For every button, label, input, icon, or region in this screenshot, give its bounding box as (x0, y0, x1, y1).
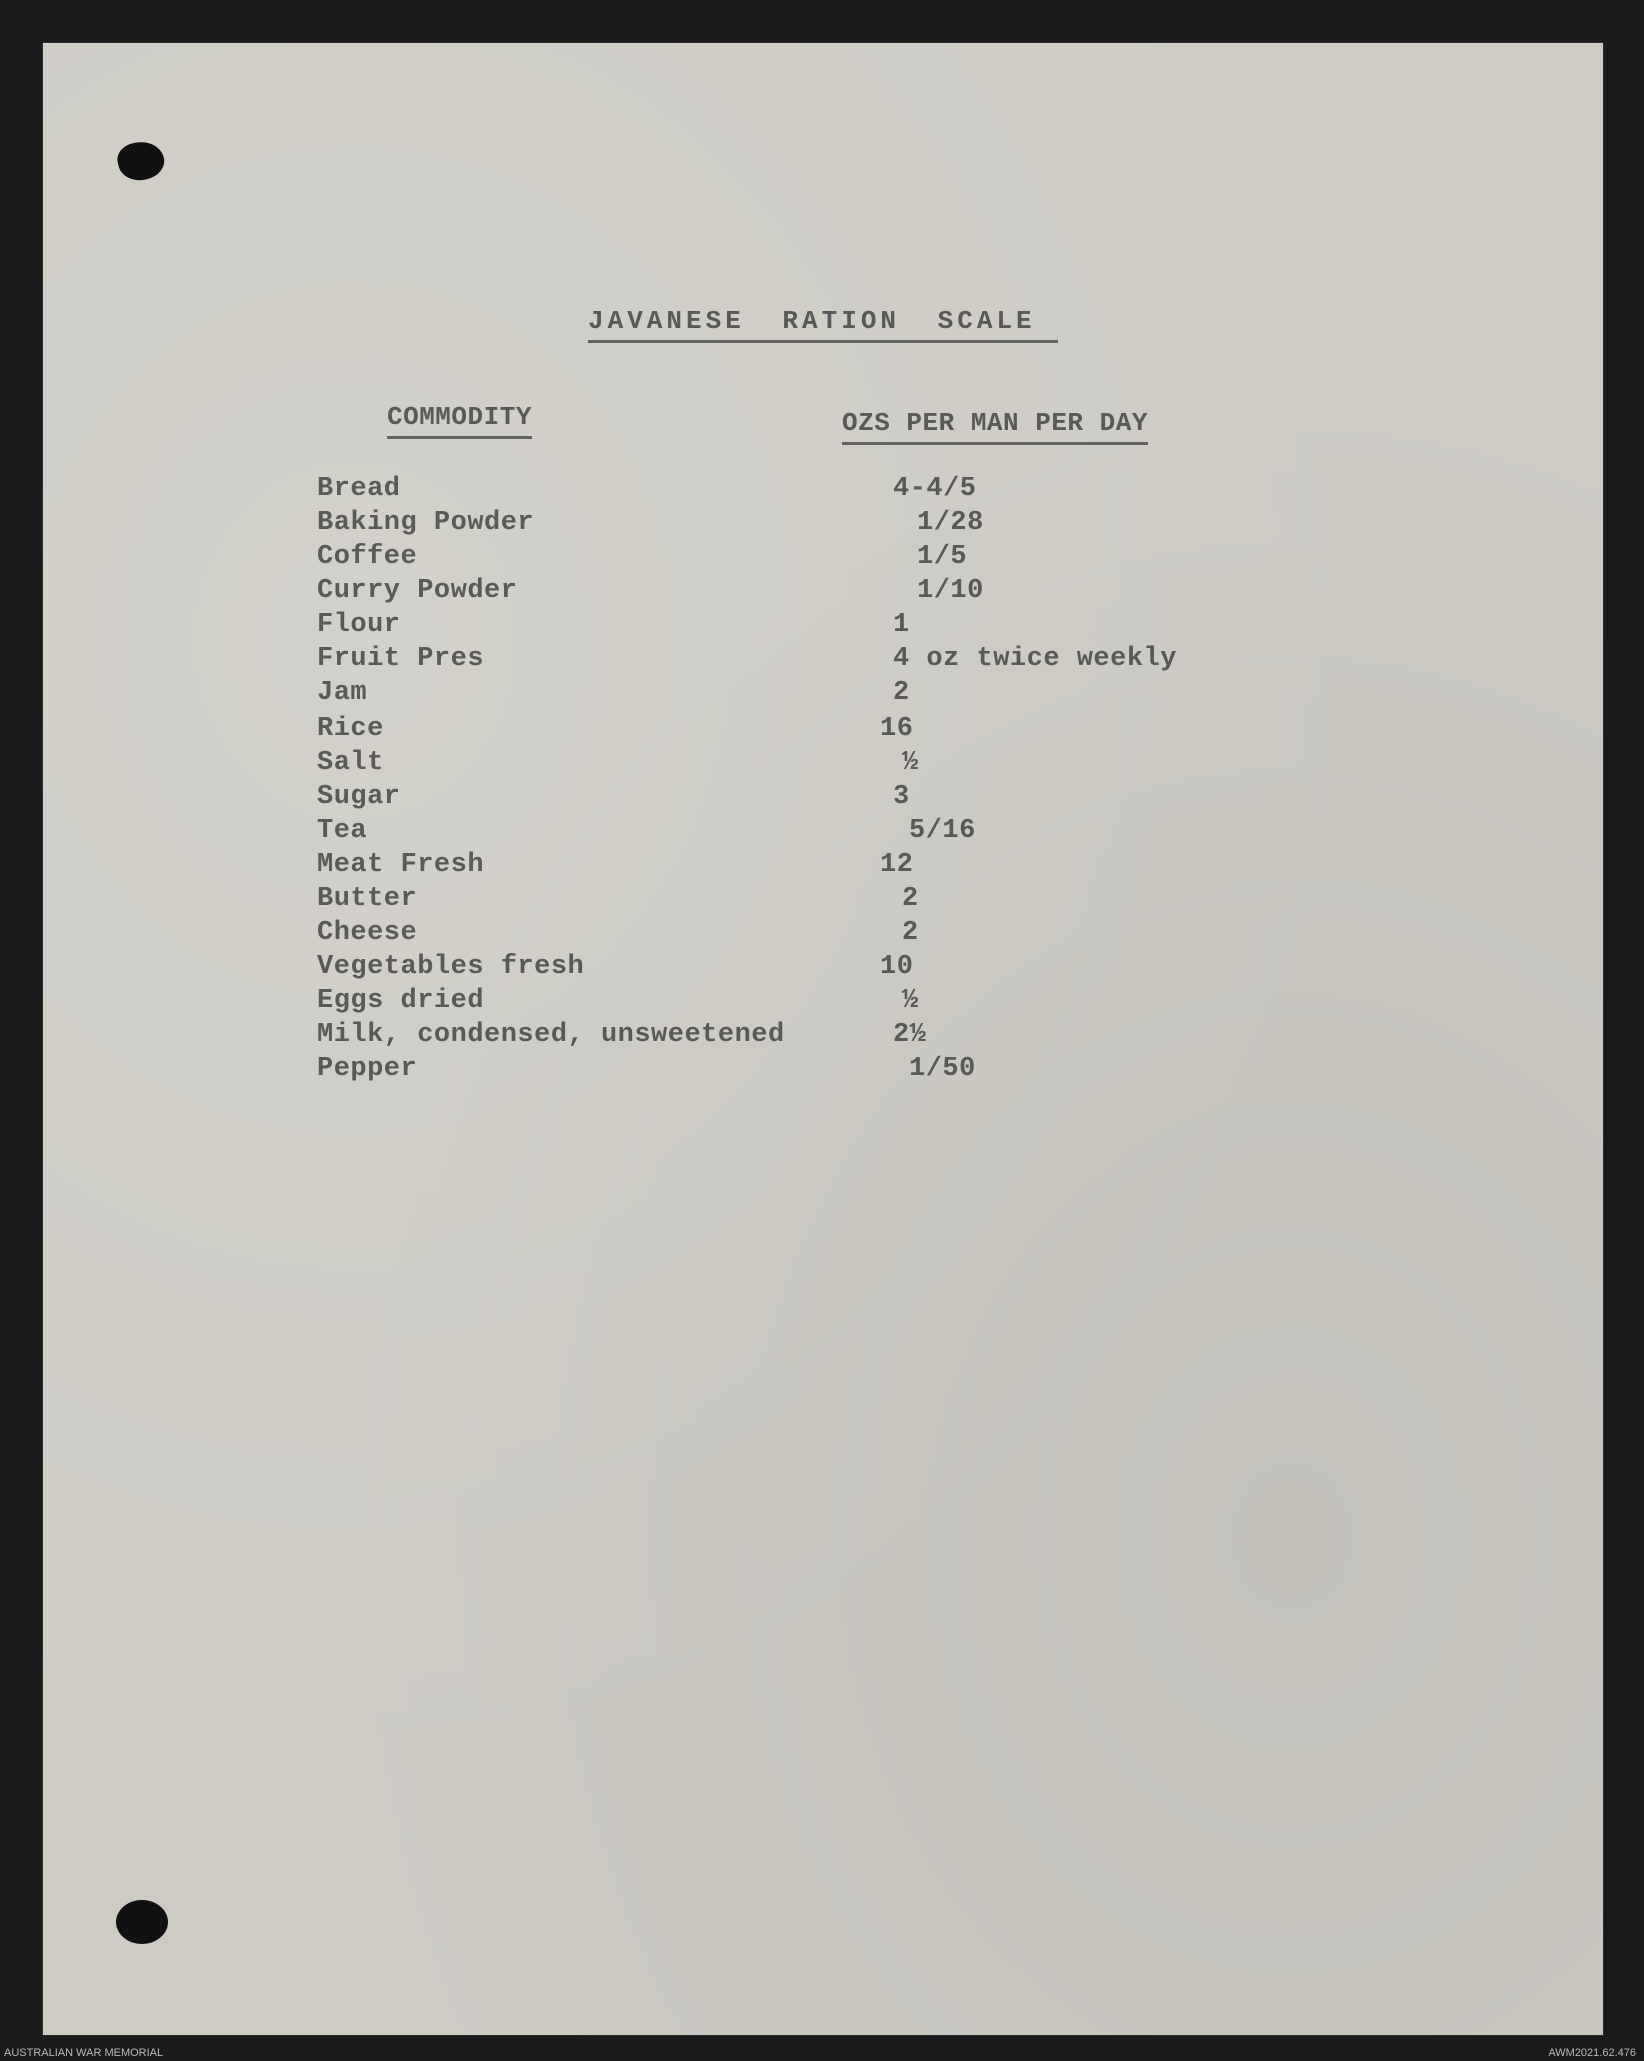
commodity-name: Meat Fresh (317, 850, 485, 880)
ration-row (42, 850, 1604, 884)
commodity-quantity: 2 (902, 884, 919, 914)
ration-row (42, 1054, 1604, 1088)
commodity-quantity: 10 (880, 952, 914, 982)
commodity-name: Butter (317, 884, 418, 914)
commodity-quantity: 2 (893, 678, 910, 708)
ration-row (42, 884, 1604, 918)
commodity-quantity: 1/50 (909, 1054, 976, 1084)
commodity-name: Pepper (317, 1054, 418, 1084)
column-header-quantity: OZS PER MAN PER DAY (842, 408, 1148, 445)
ration-row (42, 508, 1604, 542)
commodity-quantity: 16 (880, 714, 914, 744)
commodity-quantity: 5/16 (909, 816, 976, 846)
commodity-quantity: 2½ (893, 1020, 927, 1050)
commodity-name: Fruit Pres (317, 644, 485, 674)
column-header-commodity: COMMODITY (387, 402, 532, 439)
ration-row (42, 952, 1604, 986)
commodity-quantity: 1/28 (917, 508, 984, 538)
ration-row (42, 644, 1604, 678)
punch-hole (115, 138, 168, 185)
punch-hole (116, 1900, 168, 1944)
commodity-quantity: 1/10 (917, 576, 984, 606)
commodity-quantity: 1 (893, 610, 910, 640)
document-title: JAVANESE RATION SCALE (588, 306, 1058, 343)
commodity-name: Milk, condensed, unsweetened (317, 1020, 785, 1050)
commodity-quantity: 4-4/5 (893, 474, 977, 504)
commodity-name: Salt (317, 748, 384, 778)
commodity-name: Flour (317, 610, 401, 640)
ration-row (42, 986, 1604, 1020)
commodity-name: Cheese (317, 918, 418, 948)
ration-row (42, 918, 1604, 952)
document-page (42, 42, 1604, 2036)
ration-row (42, 714, 1604, 748)
archive-caption: AUSTRALIAN WAR MEMORIAL (4, 2047, 164, 2059)
ration-row (42, 1020, 1604, 1054)
ration-row (42, 748, 1604, 782)
ration-row (42, 610, 1604, 644)
commodity-quantity: 4 oz twice weekly (893, 644, 1177, 674)
commodity-name: Eggs dried (317, 986, 485, 1016)
commodity-quantity: 3 (893, 782, 910, 812)
commodity-name: Vegetables fresh (317, 952, 585, 982)
ration-row (42, 678, 1604, 712)
ration-row (42, 782, 1604, 816)
commodity-name: Tea (317, 816, 368, 846)
archive-reference: AWM2021.62.476 (1548, 2047, 1636, 2059)
commodity-quantity: 1/5 (917, 542, 968, 572)
ration-row (42, 542, 1604, 576)
commodity-name: Sugar (317, 782, 401, 812)
commodity-name: Coffee (317, 542, 418, 572)
commodity-quantity: ½ (902, 986, 919, 1016)
commodity-quantity: 2 (902, 918, 919, 948)
commodity-name: Curry Powder (317, 576, 518, 606)
commodity-quantity: ½ (902, 748, 919, 778)
ration-row (42, 816, 1604, 850)
commodity-quantity: 12 (880, 850, 914, 880)
ration-row (42, 474, 1604, 508)
commodity-name: Rice (317, 714, 384, 744)
commodity-name: Bread (317, 474, 401, 504)
ration-row (42, 576, 1604, 610)
commodity-name: Baking Powder (317, 508, 535, 538)
commodity-name: Jam (317, 678, 368, 708)
